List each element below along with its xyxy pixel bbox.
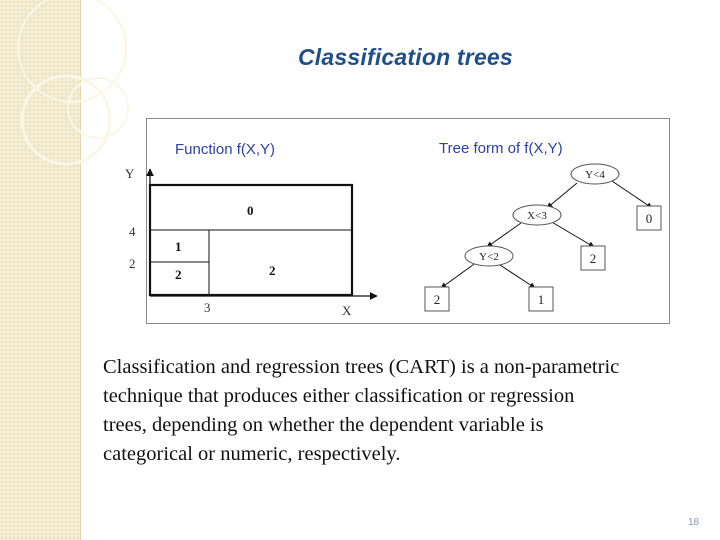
tree-leaf-1-label: 1 — [537, 292, 545, 307]
x-axis-label: X — [342, 303, 352, 318]
region-right: 2 — [269, 263, 276, 278]
tree-leaf-0-label: 0 — [645, 211, 653, 226]
body-line: categorical or numeric, respectively. — [103, 443, 401, 465]
right-caption: Tree form of f(X,Y) — [439, 140, 563, 157]
body-line: Classification and regression trees (CART) is a non-parametric — [103, 356, 620, 378]
left-caption: Function f(X,Y) — [175, 141, 276, 158]
decorative-side-band — [0, 0, 81, 540]
slide-title: Classification trees — [298, 44, 513, 70]
edge-y2-right — [497, 263, 535, 288]
region-mid-left: 1 — [175, 239, 182, 254]
edge-root-left — [547, 183, 577, 208]
region-top: 0 — [247, 203, 254, 218]
edge-x3-right — [550, 221, 594, 247]
body-line: technique that produces either classification or regression — [103, 385, 575, 407]
tree-leaf-2a-label: 2 — [589, 251, 597, 266]
x-tick-3: 3 — [204, 300, 211, 315]
y-tick-4: 4 — [129, 224, 136, 239]
decorative-rings — [0, 0, 160, 200]
figure-canvas — [125, 119, 671, 325]
tree-leaf-2b-label: 2 — [433, 292, 441, 307]
body-paragraph — [103, 353, 715, 469]
page-number: 18 — [688, 517, 700, 528]
region-bottom-left: 2 — [175, 267, 182, 282]
edge-y2-left — [441, 262, 477, 288]
edge-root-right — [609, 179, 652, 208]
tree-node-root-label: Y<4 — [585, 169, 605, 181]
y-tick-2: 2 — [129, 256, 136, 271]
tree-node-x3-label: X<3 — [527, 210, 547, 222]
edge-x3-left — [487, 223, 521, 247]
figure-panel — [125, 118, 670, 324]
tree-node-y2-label: Y<2 — [479, 251, 499, 263]
body-line: trees, depending on whether the dependent variable is — [103, 414, 544, 436]
y-axis-label: Y — [125, 166, 135, 181]
